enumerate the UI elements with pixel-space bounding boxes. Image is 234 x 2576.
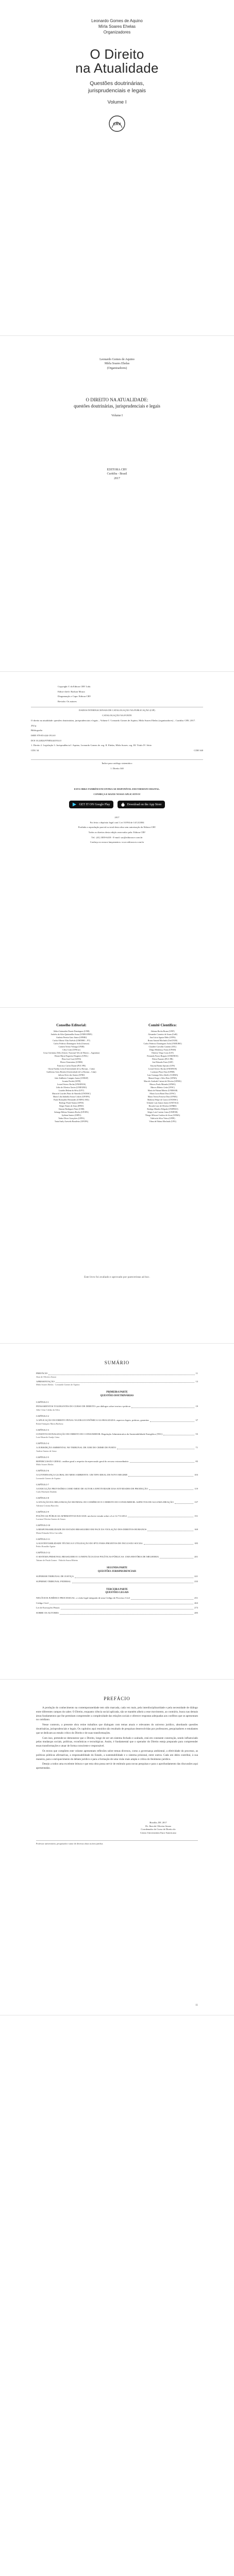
council-member: Valéria da Silva Vieira (UFPE): [150, 1117, 175, 1120]
toc-part-label: PRIMEIRA PARTE: [106, 1391, 128, 1394]
council-member: João Adalberto Campato Junior (UNESP): [54, 1077, 89, 1079]
toc-page-number: 285: [194, 1611, 198, 1614]
toc-leader-dots: [131, 1599, 193, 1600]
toc-entry-author: Mírla Soares Ehelas · Leonardo Gomes de Aquino: [36, 1383, 80, 1386]
council-member: Tadeu Oliver Gonçalves (UFPA): [58, 1117, 85, 1120]
digital-notice: [58, 788, 176, 798]
toc-entry-title: A EXECUÇÃO PROVISÓRIA COMO MEIO DE AUTOR A EFETIVIDADE DAS ATIVIDADES DE PRODUÇÃO: [36, 1487, 148, 1490]
toc-entry-title: NEGÓCIOS JURÍDICO PROCESSUAL: a visão legal integrada de uma Código de Processo Civil: [36, 1596, 130, 1599]
council-member: Alexandre Carneiro de Souza (UnB): [148, 1033, 177, 1036]
toc-leader-dots: [128, 1476, 193, 1477]
title-page-main-title: O DIREITO NA ATUALIDADE:: [86, 397, 148, 402]
toc-entry[interactable]: [36, 1580, 198, 1584]
catalog-cdu: CDU 34: [31, 749, 39, 752]
rights-year: 2017: [114, 816, 120, 819]
play-icon: [72, 802, 77, 807]
toc-chapter-label: CAPÍTULO 5: [36, 1455, 49, 1459]
toc-chapter-label: CAPÍTULO 6: [36, 1469, 49, 1472]
cover-author-1: Leonardo Gomes de Aquino: [91, 19, 143, 23]
toc-page-number: 137: [194, 1501, 198, 1504]
toc-entry-author: Pedro Ronaldo Aguiar: [36, 1545, 56, 1548]
council-member: Rodrigo Pratte-Santos (UFES): [59, 1102, 84, 1105]
cover-title: [0, 47, 234, 76]
toc-entry[interactable]: [36, 1555, 198, 1559]
councils: [28, 1023, 206, 1123]
council-member: Matheus Felipe de Castro (UNOESC): [147, 1099, 178, 1101]
toc-leader-dots: [130, 1462, 195, 1463]
catalog-index-item: 1. Direito 340: [110, 767, 124, 770]
toc-part-title: QUESTÕES DOUTRINÁRIAS: [100, 1394, 134, 1397]
scientific-committee-title: Comitê Científico:: [148, 1023, 177, 1027]
toc-entry-author: Adriana Cristina Barcelos: [36, 1504, 59, 1507]
rights-prohibition: Proibida a reprodução parcial ou total desta obra sem autorização da Editora CRV: [78, 826, 156, 829]
cover-subtitle-line1: Questões doutrinárias,: [90, 80, 144, 87]
toc-chapter-label: CAPÍTULO 9: [36, 1510, 49, 1513]
council-member: Bruno Amaral Machado (UniCEUB): [147, 1040, 178, 1042]
rights-website: Conheça os nossos lançamentos: www.editoracrv.com.br: [90, 841, 144, 844]
council-member: Diego Mendonça Viana (UFAM): [149, 1049, 176, 1052]
preface-footnote: Professor universitário, pesquisador e autor de diversas obras na área jurídica.: [36, 1840, 198, 1845]
digital-notice-2: CONHEÇA E BAIXE NOSSO APLICATIVO!: [93, 792, 141, 795]
toc-part-label: TERCEIRA PARTE: [106, 1588, 128, 1591]
toc-entry-author: Luciana Oliveira Santos de Souza: [36, 1518, 65, 1521]
copyright-page: [0, 672, 234, 1008]
toc-entry-title: SUPREMO TRIBUNAL FEDERAL: [36, 1580, 71, 1583]
review-line: Revisão: Os autores: [58, 700, 77, 703]
preface-paragraph: Desejo a todos uma excelente leitura e que esta obra possa servir de estímulo para novas pesquisas e para o aprofundamento das discussões aqui apresentadas.: [36, 1762, 198, 1770]
toc-entry[interactable]: [36, 1433, 198, 1436]
title-page-year: 2017: [114, 477, 120, 480]
toc-entry[interactable]: [36, 1542, 198, 1546]
toc-page-number: 13: [195, 1380, 198, 1383]
toc-entry-title: APRESENTAÇÃO: [36, 1380, 55, 1383]
toc-entry-title: SOBRE OS AUTORES: [36, 1611, 59, 1614]
council-member: Paulo Romualdo Hernandes (UNIFAL-MG): [54, 1099, 89, 1101]
toc-entry-title: POLÍTICAS PÚBLICAS AFIRMATIVAS RACIAIS: um breve estudo sobre a Lei 12.711/2012: [36, 1514, 127, 1517]
toc-page-number: 19: [195, 1405, 198, 1408]
toc-leader-dots: [60, 1614, 193, 1615]
council-member: Gloria Fariñas León (Universidade de La Havana – Cuba): [48, 1067, 95, 1070]
title-page-volume: Volume I: [111, 414, 123, 417]
council-member: Karyna Batista Sposato (UFS): [150, 1064, 175, 1067]
toc-entry-author: Luiz Eduardo Araújo Lima: [36, 1436, 60, 1439]
toc-page-number: 169: [194, 1528, 198, 1531]
toc-page-number: 151: [194, 1514, 198, 1517]
toc-entry-title: SUPERIOR TRIBUNAL DE JUSTIÇA: [36, 1575, 74, 1578]
editorial-council: [28, 1023, 114, 1123]
toc-leader-dots: [144, 1544, 193, 1545]
toc-entry-author: Júlio César Caldas da Silva: [36, 1409, 60, 1412]
catalog-codes: [31, 749, 203, 753]
toc-chapter-label: CAPÍTULO 11: [36, 1537, 51, 1540]
copyright-credits: [58, 685, 176, 705]
council-member: Ricardo Luiz de Oliveira (UFRRJ): [148, 1105, 177, 1108]
toc-leader-dots: [175, 1503, 193, 1504]
toc-part-title: QUESTÕES LEGAIS: [105, 1591, 129, 1595]
preface-sign-place: Brasília, DF, 2017: [149, 1821, 167, 1824]
toc-page-number: 263: [194, 1601, 198, 1604]
google-play-badge[interactable]: [69, 801, 113, 808]
toc-page-number: 221: [194, 1575, 198, 1578]
toc-page-number: 71: [195, 1446, 198, 1449]
toc-entry[interactable]: [36, 1460, 198, 1464]
cover-authors: [0, 19, 234, 35]
toc-entry-title: CONSTITUCIONALIZAÇÃO DO DIREITO DO CONSUMIDOR: Regulação Administrativa da Sustentabilidade Energética (TEC): [36, 1432, 163, 1435]
toc-entry-title: A SUSTENTABILIDADE TÉCNICA E UTILIZAÇÃO DO IPTU PARA PROJETOS DE INCLUSÃO SOCIAL: [36, 1541, 143, 1545]
page-number: 11: [195, 2004, 198, 2007]
council-member: Élsio José Corá (UFFS): [61, 1058, 81, 1061]
council-member: Marcos Paulo Miranda (UFMG): [149, 1083, 176, 1086]
council-member: Rodrigo Mendes Delgado (UNIFESO): [147, 1108, 178, 1111]
title-page-author-1: Leonardo Gomes de Aquino: [99, 358, 135, 361]
council-member: Ana Lúcia Aguiar Melo (UFPA): [149, 1037, 176, 1039]
council-member: Maria de Fátima Ribeiro (UNIMAR): [147, 1089, 178, 1092]
toc-leader-dots: [149, 1489, 193, 1490]
toc-leader-dots: [56, 1382, 195, 1383]
council-member: Sérgio Nunes de Jesus (IFRO): [59, 1105, 84, 1108]
toc-chapter-label: CAPÍTULO 8: [36, 1497, 49, 1500]
rights-deposit: Foi feito o depósito legal conf. Lei 10.994 de 14/12/2004: [90, 821, 144, 824]
toc-entry[interactable]: [36, 1446, 198, 1450]
catalog-index: [58, 762, 176, 772]
preface-paragraph: Com isso, pretende-se demonstrar que o Direito, longe de ser um sistema fechado e acabado, está em constante construção, sendo influenciado pelas mudanças sociais, políticas, econômicas e tecnológicas. Assim, é fundamental que o operador do Direito esteja preparado para compreender essas transformações e atuar de forma consciente e responsável.: [36, 1736, 198, 1748]
toc-entry[interactable]: [36, 1606, 198, 1610]
council-member: Solange Helena Ximenes-Rocha (UFOPA): [54, 1111, 89, 1114]
council-member: Manoel Jorge e Silva Neto (UFBA): [148, 1077, 177, 1079]
cover-page: [0, 0, 234, 336]
title-page-city: Curitiba - Brasil: [107, 472, 127, 476]
toc-entry[interactable]: [36, 1419, 198, 1422]
toc-part-label: SEGUNDA PARTE: [106, 1566, 128, 1569]
toc-entry[interactable]: [36, 1405, 198, 1409]
toc-entry-title: Lei de Execuções Penais: [36, 1606, 60, 1609]
toc-entry-title: A APLICAÇÃO DO DIREITO PENAL NA ERA ECONÔMICA GLOBALIZADA: aspectos legais, práticas, garantias: [36, 1419, 149, 1421]
toc-entry[interactable]: [36, 1528, 198, 1532]
catalog-text: O direito na atualidade: questões doutrinárias, jurisprudenciais e legais – Volume I / Leonardo Gomes de Aquino, Mírla Soares Ehelas (organizadores) – Curitiba: CRV, 2017.: [31, 719, 196, 722]
catalog-pages: 292 p.: [31, 724, 37, 727]
preface-sign-role-2: Centro Universitário Euro-Americano: [140, 1831, 176, 1834]
council-member: Andréia da Silva Quintanilha Sousa (UNIR/UFRN): [51, 1033, 92, 1036]
catalog-bibliography: Bibliografia: [31, 729, 43, 732]
title-page-publisher: [0, 468, 234, 481]
toc-entry-author: Tatiane de Paula Gomes · Fabiola Sousa Ribeiro: [36, 1558, 78, 1562]
council-member: Sérgio Luís Cursino Lima (UNIFOR): [147, 1111, 178, 1114]
toc-entry-title: O SISTEMA PRISIONAL BRASILEIRO E A INEFICÁCIA DAS POLÍTICAS PÚBLICAS: UMA HISTÓRIA DE MELHORIA: [36, 1555, 159, 1558]
toc-part-heading: [36, 1588, 198, 1595]
apple-icon: [121, 802, 125, 807]
council-member: Tania Suely Azevedo Brasileiro (UFOPA): [54, 1121, 89, 1123]
council-member: Guillermo Arias Beatón (Universidade de La Havana – Cuba): [46, 1071, 96, 1073]
catalog-header: [31, 709, 203, 719]
council-member: Simone Rodrigues Pinto (UNB): [58, 1108, 85, 1111]
copyright-line: Copyright © da Editora CRV Ltda.: [58, 685, 91, 688]
council-member: Marcelo Andrade Cattoni de Oliveira (UFMG): [144, 1080, 181, 1082]
council-member: Francisco Carlos Duarte (PUC-PR): [57, 1064, 86, 1067]
toc-entry-title: A ATUAÇÃO DA ORGANIZAÇÃO MUNDIAL DO COMÉRCIO E O DIREITO DO CONSUMIDOR: ASPECTOS DE ALGUMA IDEAÇÃO: [36, 1501, 174, 1504]
catalog-record: [31, 719, 203, 754]
council-member: Josania Portela (UFPI): [62, 1080, 81, 1082]
toc-page-number: 273: [194, 1606, 198, 1609]
toc-part-heading: [36, 1391, 198, 1398]
toc-entry[interactable]: [36, 1575, 198, 1579]
cover-subtitle-line2: jurisprudenciais e legais: [88, 87, 146, 94]
toc-page-number: 103: [194, 1473, 198, 1477]
council-member: Marcos Ribeiro Leite (UFSC): [151, 1086, 175, 1089]
publisher-logo-text: CRV: [113, 123, 121, 126]
title-page-subtitle: questões doutrinárias, jurisprudenciais e legais: [74, 403, 160, 409]
council-member: Carlos Federico Domínguez Avila (UNIEURO): [143, 1043, 182, 1045]
toc-entry-author: Andrea Santos de Lima: [36, 1449, 57, 1452]
toc-page-number: 251: [194, 1596, 198, 1599]
council-member: Fernanda Frizzo Bragato (UNISINOS): [147, 1055, 178, 1058]
council-member: Maria Lucia Brant Dias (UFSC): [149, 1092, 176, 1095]
council-member: Claudete Carvalho Canezin (UEL): [148, 1046, 177, 1048]
peer-review-note: Este livro foi avaliado e aprovado por pareceristas ad hoc.: [84, 1276, 150, 1279]
council-member: José Eduardo Faria (USP): [152, 1061, 173, 1064]
council-member: Antônio Pereira Gaio Júnior (UFRRJ): [56, 1037, 87, 1039]
council-member: Carlos Federico Dominguez Avila (Unieuro): [53, 1043, 90, 1045]
preface-sign-role-1: Coordenador do Curso de Direito do: [141, 1828, 176, 1831]
preface-page: [0, 1680, 234, 2015]
toc-entry-title: PREFÁCIO: [36, 1372, 48, 1375]
editorial-council-list: [28, 1030, 114, 1123]
toc-entry-author: Carla Machado Dadalto: [36, 1490, 57, 1494]
council-member: Leonel Severo Rocha (UNISINOS): [148, 1067, 177, 1070]
digital-notice-1: ESTA OBRA TAMBÉM ENCONTRA-SE DISPONÍVEL EM FORMATO DIGITAL.: [74, 788, 160, 790]
toc-entry[interactable]: [36, 1612, 198, 1615]
council-member: Lídia de Oliveira Xavier (UNIEURO): [56, 1086, 87, 1089]
cover-volume: Volume I: [107, 99, 127, 105]
toc-leader-dots: [150, 1421, 194, 1422]
scientific-committee: [120, 1023, 206, 1123]
council-member: Jailson Alves dos Santos (UFRJ): [58, 1074, 85, 1076]
toc-chapter-label: CAPÍTULO 12: [36, 1551, 51, 1554]
council-member: Carlos Alberto Vilar Estêvão (UMINHO – PT): [53, 1040, 90, 1042]
toc-chapter-label: CAPÍTULO 2: [36, 1415, 49, 1417]
toc-entry[interactable]: [36, 1597, 198, 1600]
cover-title-line1: O Direito: [90, 46, 144, 62]
toc-page-number: 11: [195, 1372, 198, 1375]
toc-entry-title: A GOVERNANÇA GLOBAL DO MEIO AMBIENTE: UM TIPO IDEAL DE NOVO REGIME: [36, 1473, 128, 1477]
catalog-doi: DOI 10.24824/978854441914.0: [31, 739, 61, 742]
title-page-authors: [0, 358, 234, 370]
council-member: Aldira Guimarães Duarte Domínguez (UNB): [53, 1030, 90, 1032]
council-member: Leonel Severo Rocha (UNISINOS): [57, 1083, 86, 1086]
toc-entry[interactable]: [36, 1501, 198, 1504]
council-member: Vilma de Fátima Machado (UFG): [149, 1121, 176, 1123]
divider: [31, 759, 203, 760]
cover-subtitle: [0, 80, 234, 94]
council-member: Celso Conti (UFSCar): [62, 1049, 80, 1052]
council-member: Carmen Tereza Velanga (UNIR): [58, 1046, 85, 1048]
council-member: Adriana Rocha Bruno (UFJF): [151, 1030, 175, 1032]
catalog-index-head: Índice para catálogo sistemático: [102, 762, 132, 765]
council-member: Maria de Lourdes Pinto de Almeida (UNOESC): [52, 1092, 91, 1095]
council-member: Orlando Luiz Zanon Junior (UNIVALI): [146, 1102, 179, 1105]
toc-entry[interactable]: [36, 1515, 198, 1518]
app-store-badge[interactable]: [118, 801, 165, 808]
toc-page-number: 201: [194, 1555, 198, 1558]
preface-paragraph: A produção do conhecimento na contemporaneidade tem sido marcada, cada vez mais, pela interdisciplinaridade e pela necessidade de diálogo entre diferentes campos do saber. O Direito, enquanto ciência social aplicada, não se mantém alheio a esse movimento, ao contrário, busca nas demais áreas fundamentos que lhe permitam compreender a complexidade das relações sociais e oferecer respostas adequadas aos conflitos que se apresentam no cotidiano.: [36, 1706, 198, 1722]
scientific-committee-list: [120, 1030, 206, 1123]
cover-author-2: Mírla Soares Ehelas: [98, 24, 136, 29]
toc-chapter-label: CAPÍTULO 3: [36, 1428, 49, 1431]
toc-chapter-label: CAPÍTULO 1: [36, 1401, 49, 1404]
app-store-badges: [0, 801, 234, 808]
editorial-council-title: Conselho Editorial:: [56, 1023, 87, 1027]
council-member: Lucimara Plaza Tena (UFRR): [151, 1071, 175, 1073]
toc-entry-author: Rafael Sampaio Maria Barbosa: [36, 1422, 63, 1425]
preface-paragraph: Nesse contexto, a presente obra reúne trabalhos que dialogam com temas atuais e relevantes do universo jurídico, abordando questões doutrinárias, jurisprudenciais e legais. Os capítulos aqui reunidos são resultado de pesquisas desenvolvidas por professores, pesquisadores e estudantes que se dedicam ao estudo crítico do Direito e de suas transformações.: [36, 1723, 198, 1735]
council-member: Thiago Allisson Cardoso de Jesus (UEMA): [145, 1114, 180, 1117]
preface-paragraph: Os textos que compõem este volume apresentam reflexões sobre temas diversos, como a governança ambiental, a efetividade do processo, as políticas públicas afirmativas, a responsabilidade do Estado, a sustentabilidade e o sistema prisional, entre outros. Cada um deles contribui, à sua maneira, para o enriquecimento do debate jurídico e para a formação de uma visão mais ampla e crítica do fenômeno jurídico.: [36, 1749, 198, 1761]
toc-part-title: QUESTÕES JURISPRUDENCIAIS: [97, 1570, 137, 1573]
toc-chapter-label: CAPÍTULO 7: [36, 1483, 49, 1486]
toc-chapter-label: CAPÍTULO 4: [36, 1442, 49, 1445]
editor-line: Editor-chefe: Railson Moura: [58, 690, 85, 693]
toc-page-number: 55: [195, 1432, 198, 1435]
preface-signature: [119, 1821, 198, 1835]
google-play-label: GET IT ON Google Play: [79, 803, 110, 806]
table-of-contents: [36, 1370, 198, 1615]
cover-title-line2: na Atualidade: [75, 60, 159, 76]
title-page-organizers: (Organizadores): [107, 366, 127, 370]
cover-panel: [0, 0, 234, 222]
toc-entry[interactable]: [36, 1372, 198, 1376]
rights-reserved: Todos os direitos desta edição reservados pela: Editora CRV: [88, 831, 146, 834]
title-page: [0, 336, 234, 672]
app-store-label: Download on the App Store: [127, 803, 162, 806]
toc-entry-title: A RESPONSABILIDADE DO ESTADO BRASILEIRO EM FACE DA VIOLAÇÃO DOS DIREITOS HUMANOS: [36, 1528, 147, 1531]
catalog-sub: CATALOGAÇÃO NA FONTE: [102, 714, 132, 717]
councils-page: [0, 1008, 234, 1344]
council-member: Maria Tereza Fonseca Dias (UFMG): [147, 1095, 178, 1098]
council-member: Luiz Gonzaga Silva Adolfo (ULBRA): [147, 1074, 178, 1076]
preface-body: [36, 1706, 198, 1772]
toc-entry[interactable]: [36, 1473, 198, 1477]
catalog-subjects: 1. Direito 2. Legislação 3. Jurisprudência I. Aquino, Leonardo Gomes de. org. II. Ehelas, Mírla Soares. org. III. Título IV. Série.: [31, 744, 152, 747]
rights-contact: Tel.: (41) 3039-6418 - E-mail: sac@editoracrv.com.br: [91, 836, 143, 839]
catalog-head: DADOS INTERNACIONAIS DE CATALOGAÇÃO NA PUBLICAÇÃO (CIP): [79, 709, 155, 711]
toc-entry[interactable]: [36, 1380, 198, 1384]
toc-page-number: 85: [195, 1460, 198, 1463]
toc-entry[interactable]: [36, 1602, 198, 1605]
toc-page-number: 119: [194, 1487, 198, 1490]
toc-chapter-label: CAPÍTULO 10: [36, 1524, 51, 1527]
council-member: Sydione Santos (UEPG): [61, 1114, 81, 1117]
preface-title: PREFÁCIO: [104, 1696, 130, 1701]
toc-entry-title: A JURISDIÇÃO AMBIENTAL NO TRIBUNAL DE JURI DO CRIME DE FURTO: [36, 1446, 116, 1449]
toc-page-number: 185: [194, 1541, 198, 1545]
title-page-publisher-name: EDITORA CRV: [107, 468, 127, 471]
council-member: Flávio Pansieri (PUC-PR): [152, 1058, 173, 1061]
toc-part-heading: [36, 1567, 198, 1573]
summary-page: [0, 1344, 234, 1680]
cover-organizers-label: Organizadores: [103, 29, 131, 35]
preface-sign-name: Dr. Jhon de Oliveira Souza: [145, 1824, 171, 1827]
toc-entry-title: PENSAMENTOS TOLERANTES DO CURSO DE DIREITO: por diálogos sobre teorias e práticas: [36, 1405, 131, 1408]
publisher-logo-icon: [108, 114, 126, 133]
layout-line: Diagramação e Capa: Editora CRV: [58, 695, 91, 698]
council-member: Elione Maria Nogueira Diogenes (UFAL): [55, 1055, 88, 1058]
toc-entry-title: Código Civil: [36, 1601, 48, 1604]
catalog-cdd: CDD 340: [194, 749, 203, 752]
summary-title: SUMÁRIO: [104, 1360, 130, 1365]
toc-entry-author: Mírla Soares Ehelas: [36, 1463, 54, 1466]
toc-entry-title: REPERCUSSÃO GERAL: análise geral a respeito da repercussão geral do recurso extraordinário: [36, 1460, 129, 1463]
council-member: Maria Lília Imbiriba Sousa Colares (UFOPA): [53, 1095, 90, 1098]
toc-entry-author: Leonardo Gomes de Aquino: [36, 1477, 61, 1480]
council-member: Fabrício Veiga Costa (UIT): [152, 1052, 174, 1055]
council-member: Elizeu Clementino (UNEB): [60, 1061, 83, 1064]
title-page-title: [0, 397, 234, 409]
council-member: Cesar Gerónimo Tello (Univer. Nacional Três de Febrero – Argentina): [43, 1052, 100, 1055]
catalog-isbn: ISBN 978-85-444-1914-0: [31, 734, 56, 737]
toc-entry[interactable]: [36, 1487, 198, 1491]
title-page-author-2: Mírla Soares Ehelas: [104, 362, 130, 366]
toc-entry-author: Jhon de Oliveira Souza: [36, 1375, 56, 1378]
council-member: Lourdes Helena da Silva (UFV): [58, 1089, 85, 1092]
toc-entry-author: Maria Eduarda Silva Carvalho: [36, 1531, 63, 1534]
toc-page-number: 37: [195, 1419, 198, 1421]
toc-page-number: 235: [194, 1580, 198, 1583]
rights-block: [31, 816, 203, 846]
